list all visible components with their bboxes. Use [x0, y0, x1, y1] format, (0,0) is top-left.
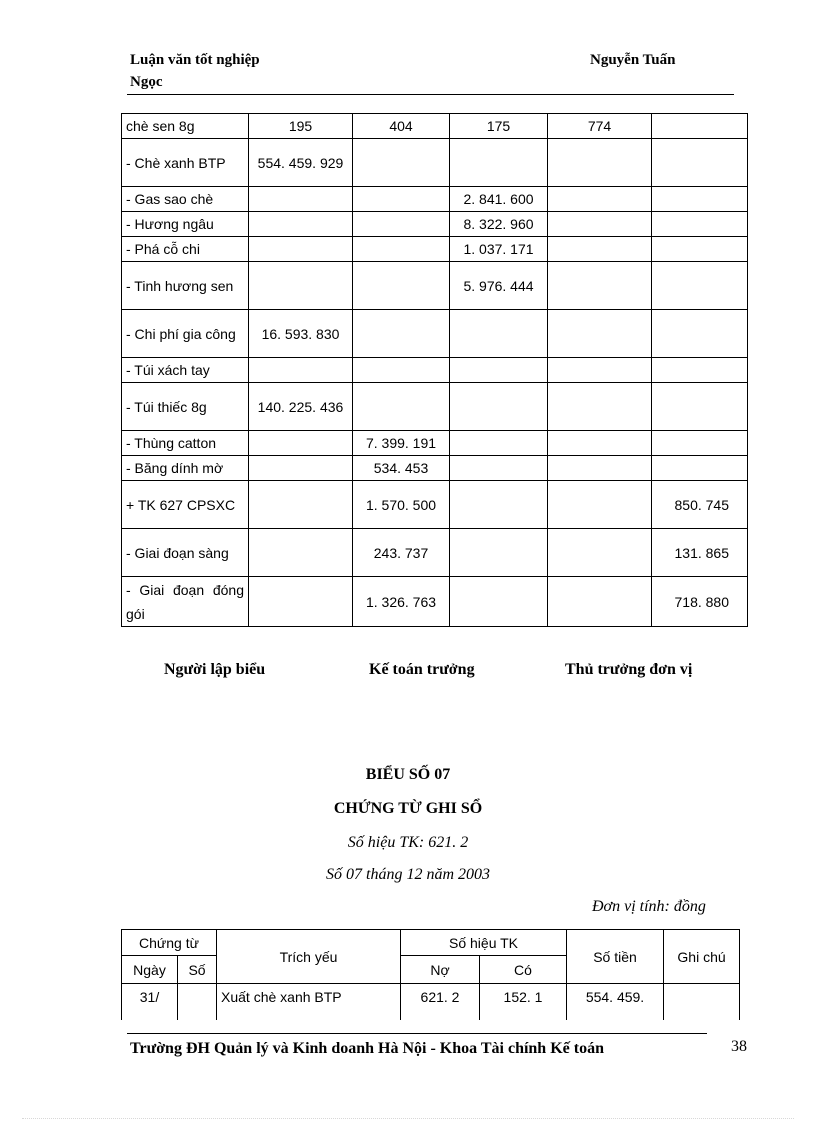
table-row — [122, 212, 748, 237]
cell — [249, 431, 353, 456]
form-unit: Đơn vị tính: đồng — [592, 898, 706, 915]
cell — [450, 456, 548, 481]
cell: 8. 322. 960 — [450, 212, 548, 237]
cell — [548, 481, 652, 529]
header-date: Ngày — [122, 956, 178, 984]
table-row — [122, 114, 748, 139]
header-note: Ghi chú — [664, 930, 740, 984]
cell — [450, 383, 548, 431]
header-voucher: Chứng từ — [122, 930, 217, 956]
cell — [652, 262, 748, 310]
voucher-table — [121, 929, 740, 1020]
signature-accountant: Kế toán trưởng — [369, 661, 475, 678]
cell — [548, 187, 652, 212]
table-row — [122, 529, 748, 577]
cell — [652, 139, 748, 187]
header-amount: Số tiền — [567, 930, 664, 984]
cell — [548, 456, 652, 481]
cell — [353, 358, 450, 383]
header-left-line2: Ngọc — [130, 74, 163, 90]
footer-text: Trường ĐH Quản lý và Kinh doanh Hà Nội - Khoa Tài chính Kế toán — [130, 1040, 604, 1057]
footer-rule — [127, 1033, 707, 1034]
cell — [353, 310, 450, 358]
table-row — [122, 237, 748, 262]
cell — [249, 577, 353, 627]
cell-date: 31/ — [122, 984, 178, 1020]
table-row — [122, 262, 748, 310]
cell — [450, 577, 548, 627]
cell — [450, 139, 548, 187]
cell: 718. 880 — [652, 577, 748, 627]
cell — [249, 456, 353, 481]
cell — [548, 529, 652, 577]
row-label: - Chè xanh BTP — [122, 139, 249, 187]
cell: 404 — [353, 114, 450, 139]
cell — [548, 262, 652, 310]
header-account-no: Số hiệu TK — [401, 930, 567, 956]
cell — [652, 237, 748, 262]
cell — [249, 187, 353, 212]
cell — [548, 237, 652, 262]
table-row — [122, 577, 748, 627]
cell: 140. 225. 436 — [249, 383, 353, 431]
cost-table — [121, 113, 748, 627]
cell: 1. 570. 500 — [353, 481, 450, 529]
signature-preparer: Người lập biểu — [164, 661, 266, 678]
row-label: - Phá cỗ chi — [122, 237, 249, 262]
row-label: - Giai đoạn sàng — [122, 529, 249, 577]
header-right: Nguyễn Tuấn — [590, 52, 676, 68]
header-rule — [127, 94, 734, 95]
cell — [652, 114, 748, 139]
row-label: - Thùng catton — [122, 431, 249, 456]
cell — [548, 577, 652, 627]
cell: 16. 593. 830 — [249, 310, 353, 358]
cell — [548, 310, 652, 358]
cell — [652, 358, 748, 383]
cell — [548, 431, 652, 456]
row-label: + TK 627 CPSXC — [122, 481, 249, 529]
cell-no — [178, 984, 217, 1020]
cell — [450, 529, 548, 577]
page-edge — [22, 1118, 794, 1119]
cell — [249, 529, 353, 577]
row-label: - Giai đoạn đóng gói — [122, 577, 249, 627]
page-number: 38 — [731, 1038, 747, 1055]
cell: 774 — [548, 114, 652, 139]
cell: 243. 737 — [353, 529, 450, 577]
table-row — [122, 984, 740, 1020]
cell: 2. 841. 600 — [450, 187, 548, 212]
cell: 175 — [450, 114, 548, 139]
cell — [652, 456, 748, 481]
table-row — [122, 139, 748, 187]
cell: 7. 399. 191 — [353, 431, 450, 456]
table-row — [122, 431, 748, 456]
cell: 1. 037. 171 — [450, 237, 548, 262]
cell — [249, 237, 353, 262]
cell — [652, 212, 748, 237]
cell — [450, 310, 548, 358]
row-label: - Băng dính mờ — [122, 456, 249, 481]
cell — [548, 139, 652, 187]
header-credit: Có — [480, 956, 567, 984]
cell: 195 — [249, 114, 353, 139]
header-row — [122, 930, 740, 956]
row-label: chè sen 8g — [122, 114, 249, 139]
table-row — [122, 481, 748, 529]
cell-note — [664, 984, 740, 1020]
cell — [353, 383, 450, 431]
row-label: - Gas sao chè — [122, 187, 249, 212]
cell — [450, 358, 548, 383]
signature-head: Thủ trưởng đơn vị — [565, 661, 693, 678]
cell-amount: 554. 459. — [567, 984, 664, 1020]
cell — [249, 481, 353, 529]
row-label: - Túi thiếc 8g — [122, 383, 249, 431]
cell — [652, 431, 748, 456]
header-left-line1: Luận văn tốt nghiệp — [130, 52, 260, 68]
cell — [548, 212, 652, 237]
table-row — [122, 383, 748, 431]
cell — [353, 212, 450, 237]
cell — [249, 262, 353, 310]
form-title: BIỂU SỐ 07 — [365, 766, 451, 783]
cell — [652, 310, 748, 358]
cell: 554. 459. 929 — [249, 139, 353, 187]
header-no: Số — [178, 956, 217, 984]
table-row — [122, 187, 748, 212]
cell: 534. 453 — [353, 456, 450, 481]
table-row — [122, 456, 748, 481]
cell — [450, 481, 548, 529]
form-number-date: Số 07 tháng 12 năm 2003 — [326, 866, 490, 883]
cell — [548, 383, 652, 431]
cell — [652, 187, 748, 212]
cell — [353, 237, 450, 262]
cell — [353, 262, 450, 310]
row-label: - Hương ngâu — [122, 212, 249, 237]
header-summary: Trích yếu — [217, 930, 401, 984]
cell — [353, 139, 450, 187]
row-label: - Tinh hương sen — [122, 262, 249, 310]
row-label: - Chi phí gia công — [122, 310, 249, 358]
table-row — [122, 310, 748, 358]
row-label: - Túi xách tay — [122, 358, 249, 383]
cell — [652, 383, 748, 431]
cell: 131. 865 — [652, 529, 748, 577]
cell: 1. 326. 763 — [353, 577, 450, 627]
cell-summary: Xuất chè xanh BTP — [217, 984, 401, 1020]
cell — [353, 187, 450, 212]
header-debit: Nợ — [401, 956, 480, 984]
cell-credit: 152. 1 — [480, 984, 567, 1020]
table-row — [122, 358, 748, 383]
cell — [249, 358, 353, 383]
cell — [249, 212, 353, 237]
cell — [450, 431, 548, 456]
cell-debit: 621. 2 — [401, 984, 480, 1020]
form-subtitle: CHỨNG TỪ GHI SỔ — [333, 800, 483, 817]
cell: 5. 976. 444 — [450, 262, 548, 310]
cell: 850. 745 — [652, 481, 748, 529]
form-account: Số hiệu TK: 621. 2 — [347, 834, 469, 851]
cell — [548, 358, 652, 383]
